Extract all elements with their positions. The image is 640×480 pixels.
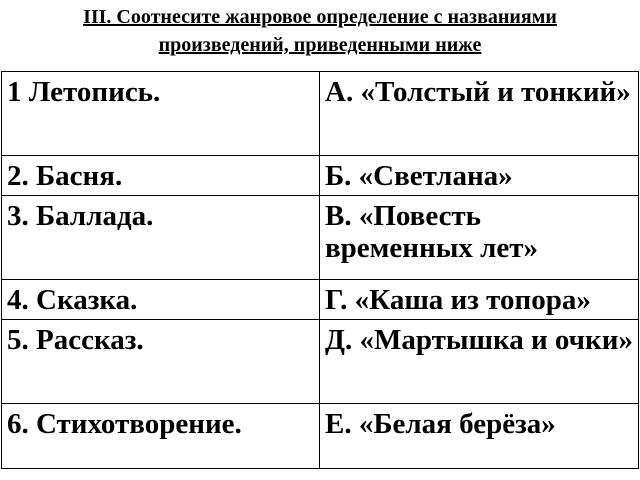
work-cell: Г. «Каша из топора» [320,280,639,320]
genre-cell: 2. Басня. [2,156,320,196]
work-cell: В. «Повесть временных лет» [320,196,639,280]
table-row [2,72,639,156]
matching-table [1,71,639,469]
table-row [2,320,639,404]
genre-cell: 1 Летопись. [2,72,320,156]
work-cell: Д. «Мартышка и очки» [320,320,639,404]
work-cell: Е. «Белая берёза» [320,404,639,469]
task-heading [0,3,640,59]
table-row [2,280,639,320]
genre-cell: 4. Сказка. [2,280,320,320]
genre-cell: 5. Рассказ. [2,320,320,404]
work-cell: Б. «Светлана» [320,156,639,196]
table-row [2,156,639,196]
work-cell: А. «Толстый и тонкий» [320,72,639,156]
table-row [2,404,639,469]
genre-cell: 6. Стихотворение. [2,404,320,469]
genre-cell: 3. Баллада. [2,196,320,280]
task-heading-line-1: III. Соотнесите жанровое определение с названиями [83,6,557,28]
task-heading-line-2: произведений, приведенными ниже [158,34,482,56]
table-row [2,196,639,280]
